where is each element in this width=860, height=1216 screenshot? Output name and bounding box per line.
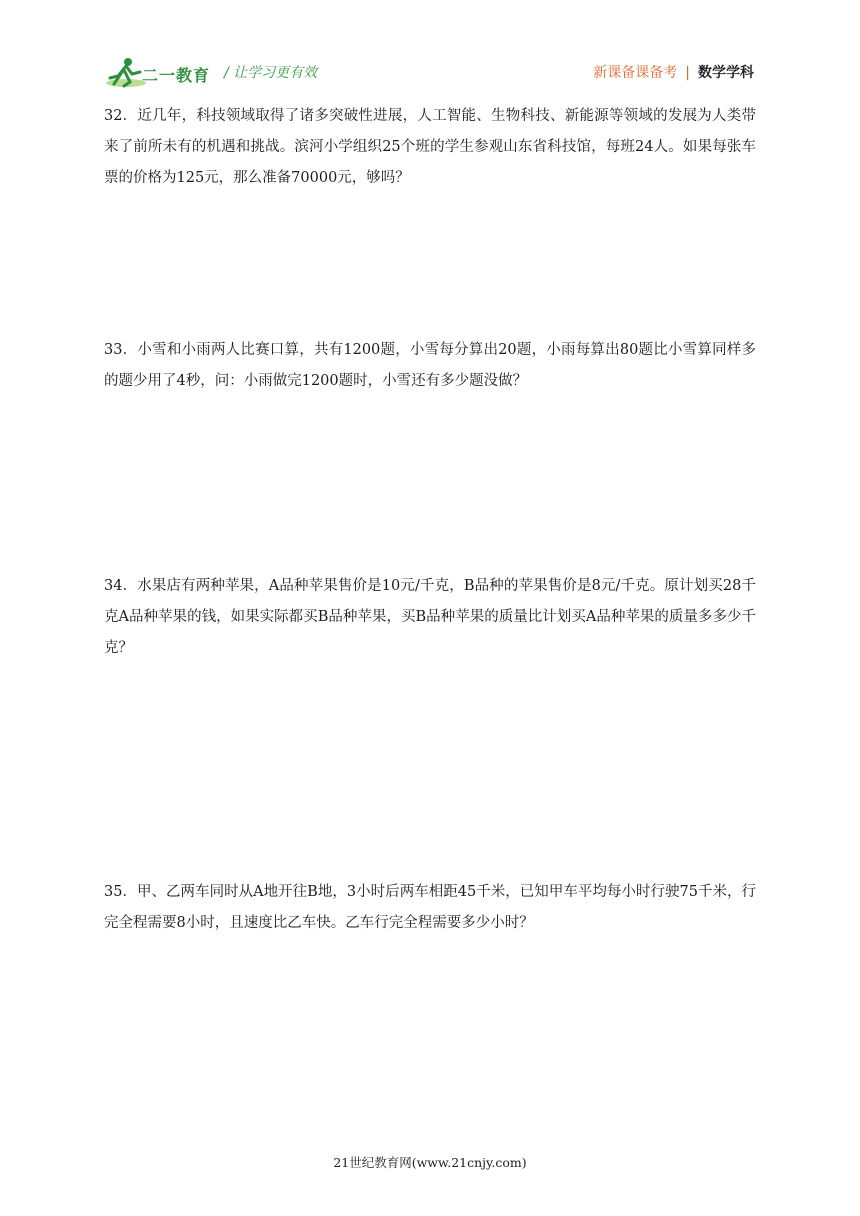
header-subject: 数学学科 [698,65,754,81]
header-separator: | [685,65,690,81]
question-text: 水果店有两种苹果，A品种苹果售价是10元/千克，B品种的苹果售价是8元/千克。原计划买28千克A品种苹果的钱，如果实际都买B品种苹果，买B品种苹果的质量比计划买A品种苹果的质量多多少千克？ [104,578,756,656]
header-prefix: 新课备课备考 [593,65,678,81]
question-number: 34． [104,578,138,594]
slogan: / 让学习更有效 [224,65,318,81]
question-34 [104,571,756,664]
page-footer: 21世纪教育网(www.21cnjy.com) [333,1155,527,1170]
question-text: 小雪和小雨两人比赛口算，共有1200题，小雪每分算出20题，小雨每算出80题比小雪算同样多的题少用了4秒，问：小雨做完1200题时，小雪还有多少题没做？ [104,342,756,389]
question-number: 33． [104,342,138,358]
page-header [0,0,860,96]
question-35 [104,877,756,939]
question-number: 35． [104,884,137,900]
header-subject-label [593,62,754,82]
question-33 [104,335,756,397]
question-text: 近几年，科技领域取得了诸多突破性进展，人工智能、生物科技、新能源等领域的发展为人类带来了前所未有的机遇和挑战。滨河小学组织25个班的学生参观山东省科技馆，每班24人。如果每张车票的价格为125元，那么准备70000元，够吗？ [104,108,756,186]
question-text: 甲、乙两车同时从A地开往B地，3小时后两车相距45千米，已知甲车平均每小时行驶75千米，行完全程需要8小时，且速度比乙车快。乙车行完全程需要多少小时？ [104,884,756,931]
question-number: 32． [104,108,138,124]
question-32 [104,101,756,194]
logo-text: 二一教育 [142,66,211,85]
